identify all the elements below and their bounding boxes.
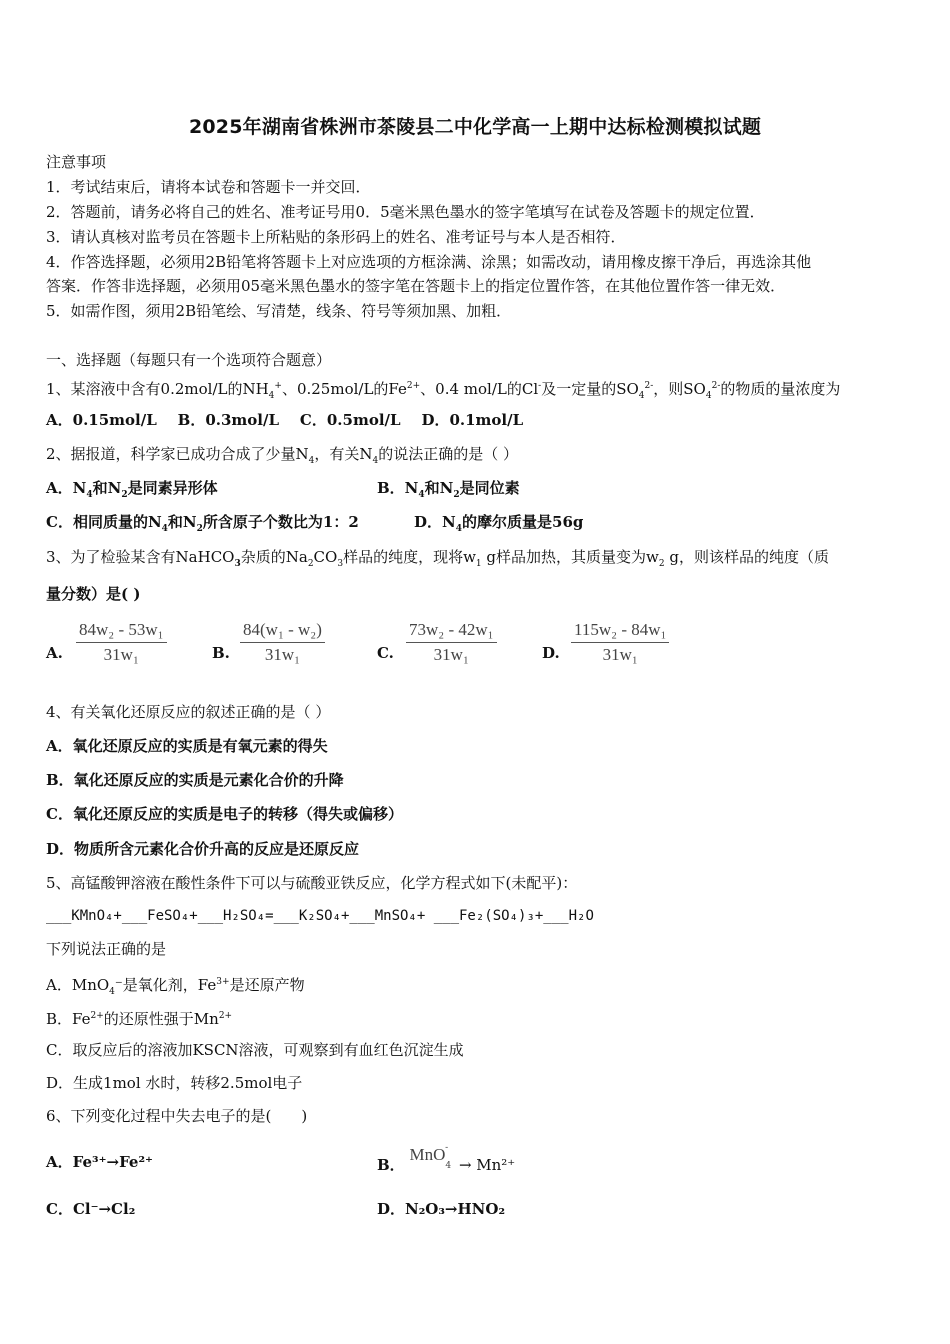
question-3-option-b-fraction: $\frac{\text{84(w₁ - w₂)}}{\text{31w₁}}$ xyxy=(240,620,325,665)
question-3-stem-cont: 量分数）是( ) xyxy=(46,585,141,603)
question-1-stem: 1、某溶液中含有0.2mol/L的$NH_4^+$、0.25mol/L的$Fe^{2+}$、0.4 mol/L的Cl-及一定量的$SO_4^{2-}$，则$SO_4^{2-}$的物质的量浓度为 xyxy=(46,380,841,401)
question-5-option-b: B．$Fe^{2+}$的还原性强于$Mn^{2+}$ xyxy=(46,1010,233,1028)
question-5-option-c: C．取反应后的溶液加KSCN溶液，可观察到有血红色沉淀生成 xyxy=(46,1041,464,1059)
question-4-stem: 4、有关氧化还原反应的叙述正确的是（ ） xyxy=(46,703,331,721)
question-6-option-c: C．Cl⁻→Cl₂ xyxy=(46,1200,136,1218)
question-5-equation: ___KMnO₄+___FeSO₄+___H₂SO₄=___K₂SO₄+___MnSO₄+ ___Fe₂(SO₄)₃+___H₂O xyxy=(46,908,594,924)
question-5-option-a: A．MnO$_4$⁻是氧化剂，$Fe^{3+}$是还原产物 xyxy=(46,976,305,997)
question-3-option-d-fraction: $\frac{\text{115w₂ - 84w₁}}{\text{31w₁}}$ xyxy=(571,620,669,665)
question-4-option-b: B．氧化还原反应的实质是元素化合价的升降 xyxy=(46,771,344,789)
question-4-option-a: A．氧化还原反应的实质是有氧元素的得失 xyxy=(46,737,328,755)
notice-heading: 注意事项 xyxy=(46,153,107,171)
question-2-option-b: B．$N_4$和$N_2$是同位素 xyxy=(377,479,520,500)
question-4-option-d: D．物质所含元素化合价升高的反应是还原反应 xyxy=(46,840,360,858)
notice-item: 2．答题前，请务必将自己的姓名、准考证号用0．5毫米黑色墨水的签字笔填写在试卷及答题卡的规定位置． xyxy=(46,203,765,221)
notice-item: 3．请认真核对监考员在答题卡上所粘贴的条形码上的姓名、准考证号与本人是否相符． xyxy=(46,228,626,246)
question-2-option-c: C．相同质量的$N_4$和$N_2$所含原子个数比为1：2 xyxy=(46,513,359,534)
question-6-option-a: A．Fe³⁺→Fe²⁺ xyxy=(46,1153,153,1171)
question-3-option-a-fraction: $\frac{\text{84w₂ - 53w₁}}{\text{31w₁}}$ xyxy=(76,620,167,665)
notice-item: 1．考试结束后，请将本试卷和答题卡一并交回． xyxy=(46,178,371,196)
question-4-option-c: C．氧化还原反应的实质是电子的转移（得失或偏移） xyxy=(46,805,403,823)
question-2-option-a: A．$N_4$和$N_2$是同素异形体 xyxy=(46,479,218,500)
notice-item: 5．如需作图，须用2B铅笔绘、写清楚，线条、符号等须加黑、加粗． xyxy=(46,302,512,320)
question-6-option-d: D．N₂O₃→HNO₂ xyxy=(377,1200,506,1218)
question-5-prompt: 下列说法正确的是 xyxy=(46,940,167,958)
question-6-option-b: B． MnO$_4$- → Mn²⁺ xyxy=(377,1143,516,1174)
question-3-option-d-label: D. xyxy=(542,644,560,662)
notice-item: 答案．作答非选择题，必须用05毫米黑色墨水的签字笔在答题卡上的指定位置作答，在其他位置作答一律无效． xyxy=(46,277,786,295)
question-1-options: A．0.15mol/L B．0.3mol/L C．0.5mol/L D．0.1mol/L xyxy=(46,411,524,429)
question-3-option-c-label: C. xyxy=(377,644,394,662)
question-3-stem: 3、为了检验某含有NaHCO$_3$杂质的$Na_2CO_3$样品的纯度，现将$w_1$ g样品加热，其质量变为$w_2$ g，则该样品的纯度（质 xyxy=(46,548,829,569)
question-3-option-a-label: A. xyxy=(46,644,63,662)
question-2-stem: 2、据报道，科学家已成功合成了少量$N_4$，有关$N_4$的说法正确的是（ ） xyxy=(46,445,519,466)
question-5-option-d: D．生成1mol 水时，转移2.5mol电子 xyxy=(46,1074,303,1092)
question-3-option-b-label: B. xyxy=(212,644,230,662)
question-5-stem: 5、高锰酸钾溶液在酸性条件下可以与硫酸亚铁反应，化学方程式如下(未配平)： xyxy=(46,874,578,892)
question-2-option-d: D．$N_4$的摩尔质量是56g xyxy=(414,513,584,534)
question-6-stem: 6、下列变化过程中失去电子的是( ) xyxy=(46,1107,308,1125)
page-title: 2025年湖南省株洲市茶陵县二中化学高一上期中达标检测模拟试题 xyxy=(188,116,762,138)
notice-item: 4．作答选择题，必须用2B铅笔将答题卡上对应选项的方框涂满、涂黑；如需改动，请用橡皮擦干净后，再选涂其他 xyxy=(46,253,812,271)
question-3-option-c-fraction: $\frac{\text{73w₂ - 42w₁}}{\text{31w₁}}$ xyxy=(406,620,497,665)
section-heading: 一、选择题（每题只有一个选项符合题意） xyxy=(46,351,332,369)
